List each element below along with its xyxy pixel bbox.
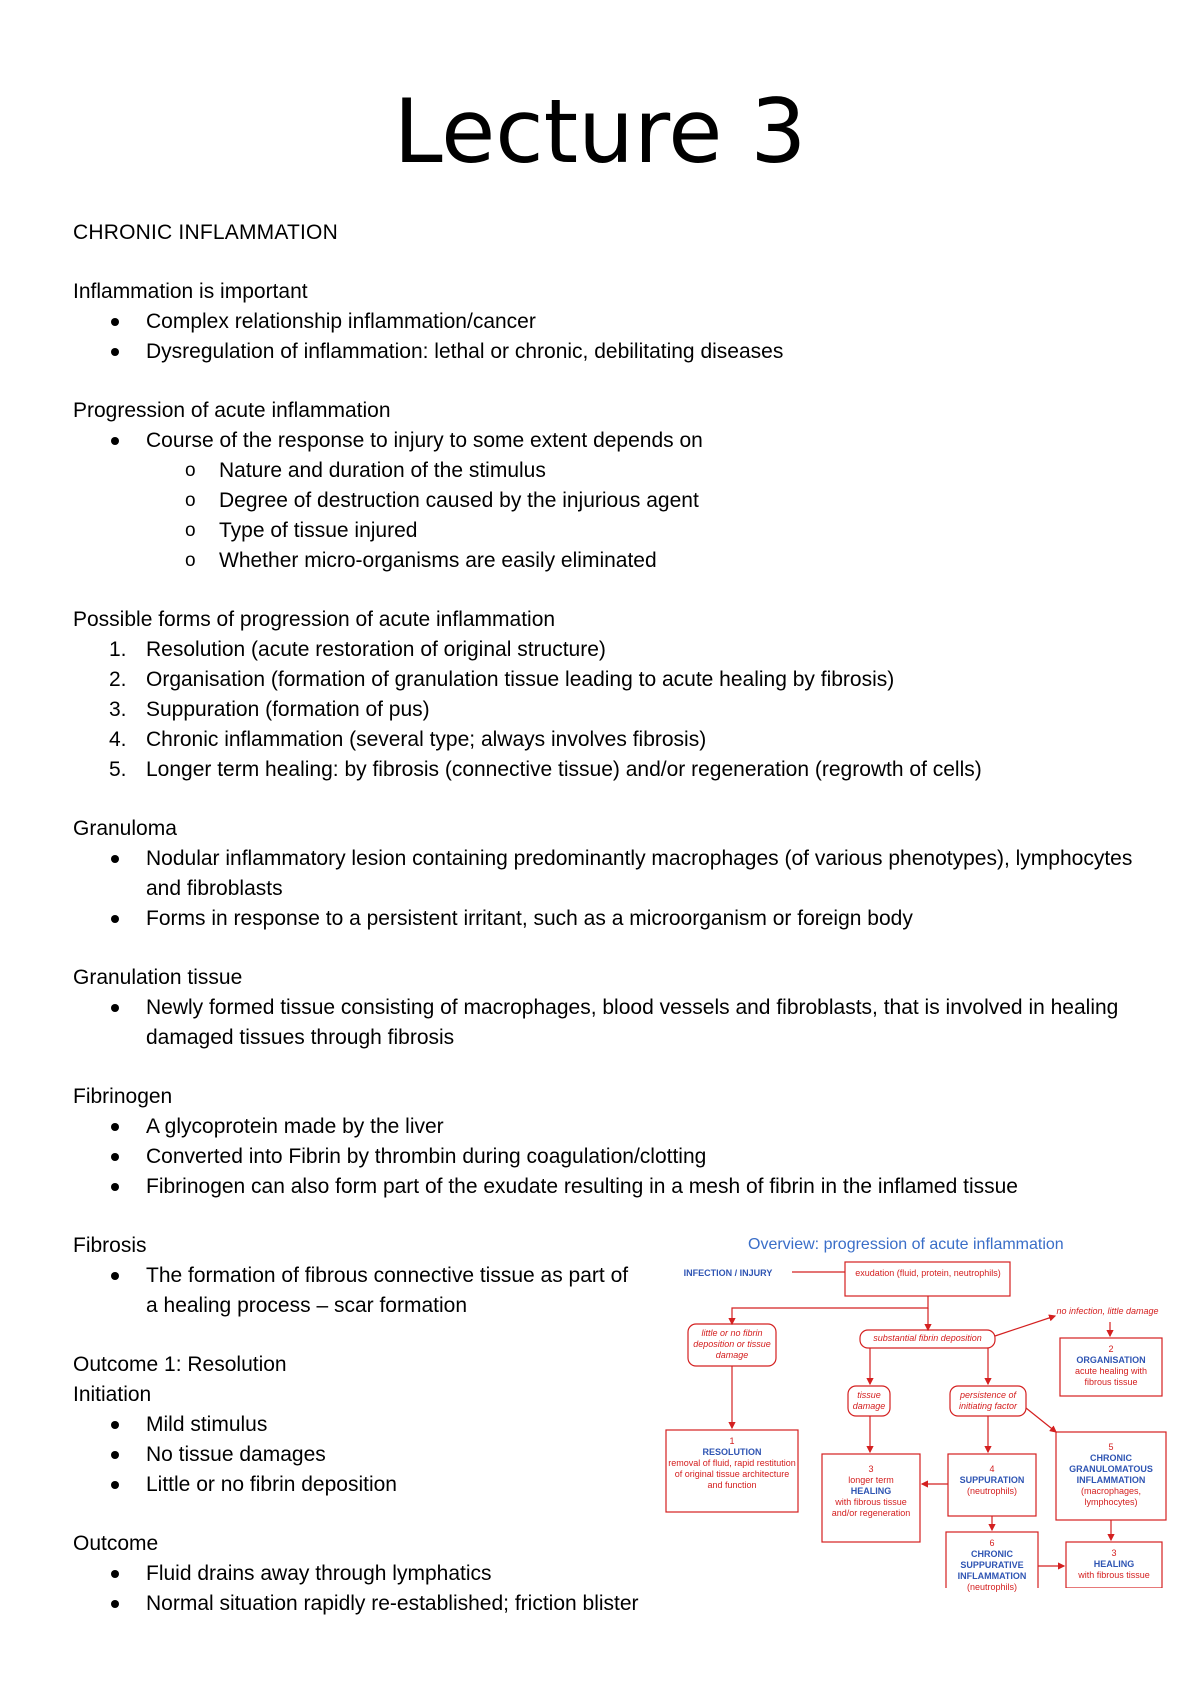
heading-fibrinogen: Fibrinogen	[73, 1085, 173, 1108]
heading-outcome: Outcome	[73, 1532, 159, 1555]
list-item: The formation of fibrous connective tissue as part of a healing process – scar formation	[146, 1264, 629, 1317]
section-heading: CHRONIC INFLAMMATION	[73, 221, 338, 244]
list-item: Mild stimulus	[146, 1413, 268, 1436]
diagram-tissue-damage-label: tissue damage	[852, 1390, 886, 1411]
diagram-connectors	[660, 1228, 1170, 1588]
list-item: 1. Resolution (acute restoration of original structure)	[109, 638, 606, 661]
diagram-little-fibrin-label: little or no fibrin deposition or tissue damage	[693, 1328, 771, 1360]
list-item: 3. Suppuration (formation of pus)	[109, 698, 430, 721]
bullet-list	[73, 307, 1133, 367]
list-item: Forms in response to a persistent irritant, such as a microorganism or foreign body	[146, 907, 913, 930]
diagram-chronic-granulomatous-label: 5 CHRONIC GRANULOMATOUS INFLAMMATION (macrophages, lymphocytes)	[1069, 1442, 1153, 1507]
diagram-resolution-label: 1 RESOLUTION removal of fluid, rapid restitution of original tissue architecture and function	[668, 1436, 796, 1490]
diagram-healing-label: 3 longer term HEALING with fibrous tissue and/or regeneration	[831, 1464, 911, 1518]
sub-list-item: o Type of tissue injured	[185, 519, 418, 542]
list-item: Little or no fibrin deposition	[146, 1473, 397, 1496]
page-title: Lecture 3	[393, 80, 807, 183]
bullet-list	[73, 1261, 633, 1321]
diagram-substantial-fibrin-label: substantial fibrin deposition	[873, 1333, 982, 1343]
diagram-chronic-suppurative-label: 6 CHRONIC SUPPURATIVE INFLAMMATION (neutrophils)	[957, 1538, 1027, 1592]
heading-inflammation-important: Inflammation is important	[73, 280, 308, 303]
numbered-list	[73, 635, 1133, 785]
heading-granuloma: Granuloma	[73, 817, 177, 840]
diagram-no-infection-label: no infection, little damage	[1056, 1306, 1159, 1316]
diagram-organisation-label: 2 ORGANISATION acute healing with fibrous tissue	[1074, 1344, 1148, 1387]
bullet-list	[73, 1112, 1133, 1202]
sub-list-item: o Whether micro-organisms are easily eliminated	[185, 549, 657, 572]
list-item: 4. Chronic inflammation (several type; always involves fibrosis)	[109, 728, 707, 751]
heading-possible-forms: Possible forms of progression of acute inflammation	[73, 608, 556, 631]
list-item: No tissue damages	[146, 1443, 326, 1466]
bullet-list	[73, 426, 1133, 576]
list-item: 2. Organisation (formation of granulation tissue leading to acute healing by fibrosis)	[109, 668, 895, 691]
list-item: A glycoprotein made by the liver	[146, 1115, 444, 1138]
heading-outcome-1: Outcome 1: Resolution	[73, 1353, 287, 1376]
list-item: Complex relationship inflammation/cancer	[146, 310, 536, 333]
sub-list-item: o Nature and duration of the stimulus	[185, 459, 546, 482]
bullet-list	[73, 993, 1133, 1053]
list-item: Fluid drains away through lymphatics	[146, 1562, 492, 1585]
diagram-title: Overview: progression of acute inflammation	[748, 1236, 1064, 1253]
diagram-healing-fibrous-label: 3 HEALING with fibrous tissue	[1078, 1548, 1150, 1580]
heading-progression: Progression of acute inflammation	[73, 399, 391, 422]
heading-granulation-tissue: Granulation tissue	[73, 966, 243, 989]
diagram-persistence-label: persistence of initiating factor	[958, 1390, 1018, 1411]
list-item: Newly formed tissue consisting of macrophages, blood vessels and fibroblasts, that is involved in healing damaged tissues through fibrosis	[146, 996, 1119, 1049]
list-item: Nodular inflammatory lesion containing predominantly macrophages (of various phenotypes), lymphocytes and fibroblasts	[146, 847, 1133, 900]
sub-list-item: o Degree of destruction caused by the injurious agent	[185, 489, 699, 512]
list-item: Dysregulation of inflammation: lethal or chronic, debilitating diseases	[146, 340, 784, 363]
list-item: 5. Longer term healing: by fibrosis (connective tissue) and/or regeneration (regrowth of cells)	[109, 758, 982, 781]
list-item: Course of the response to injury to some extent depends on	[146, 429, 703, 452]
list-item: Fibrinogen can also form part of the exudate resulting in a mesh of fibrin in the inflamed tissue	[146, 1175, 1018, 1198]
diagram-infection-label: INFECTION / INJURY	[683, 1268, 773, 1278]
heading-fibrosis: Fibrosis	[73, 1234, 147, 1257]
diagram-exudation-label: exudation (fluid, protein, neutrophils)	[855, 1268, 1001, 1278]
list-item: Normal situation rapidly re-established; friction blister	[146, 1592, 639, 1615]
diagram-suppuration-label: 4 SUPPURATION (neutrophils)	[959, 1464, 1025, 1496]
list-item: Converted into Fibrin by thrombin during coagulation/clotting	[146, 1145, 707, 1168]
heading-initiation: Initiation	[73, 1383, 152, 1406]
bullet-list	[73, 844, 1133, 934]
progression-diagram	[660, 1228, 1170, 1592]
